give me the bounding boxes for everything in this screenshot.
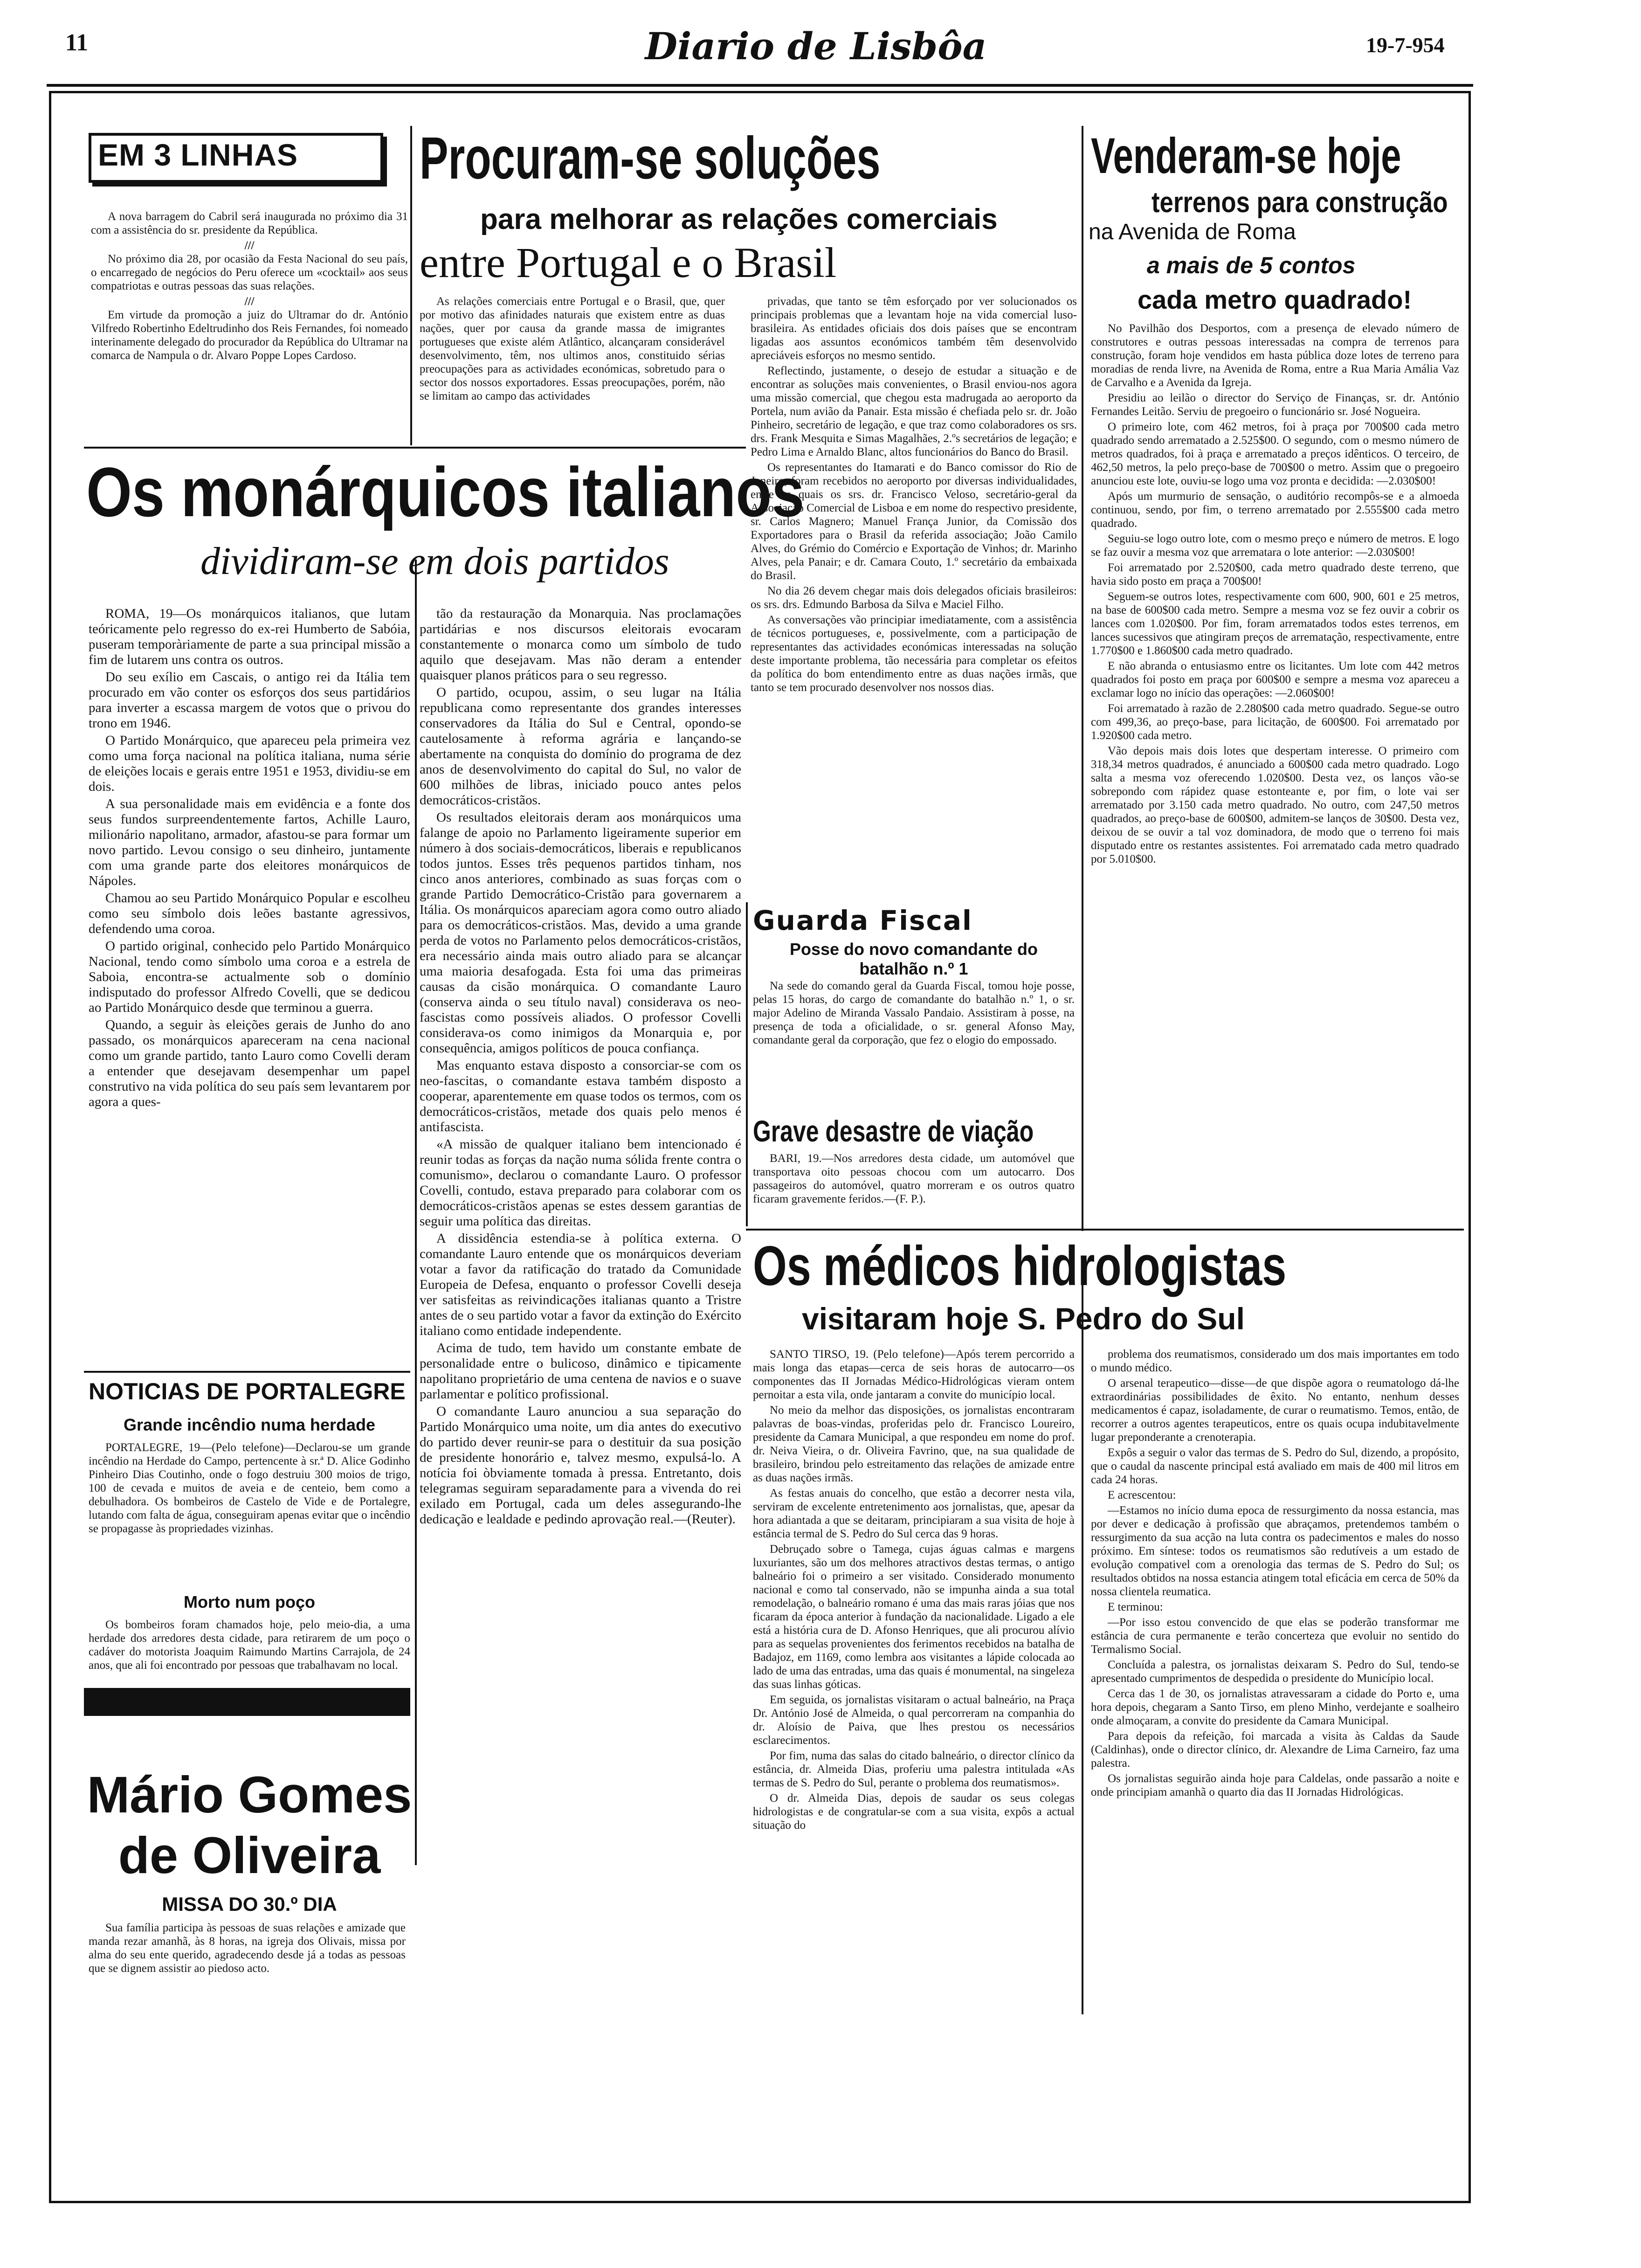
monarquicos-subhead: dividiram-se em dois partidos [200, 539, 669, 583]
brief-separator: /// [244, 295, 255, 308]
guarda-text: Na sede do comando geral da Guarda Fiscal, tomou hoje posse, pelas 15 horas, do cargo de comandante do batalhão n.º 1, o sr. major Adelino de Miranda Vassalo Pandaio. Assistiram à posse, na presença de toda a oficialidade, o sr. general Afonso May, comandante geral da corporação, que fez o elogio do empossado. [753, 980, 1075, 1046]
terrenos-sub-1: terrenos para construção [1151, 187, 1448, 219]
column-rule [415, 560, 417, 1865]
column-rule [746, 902, 748, 1226]
page-number: 11 [65, 29, 89, 56]
desastre-text: BARI, 19.—Nos arredores desta cidade, um automóvel que transportava oito pessoas chocou com um autocarro. Dos passageiros do automóvel, quatro morreram e os outros quatro ficaram gravemente feridos.—(F. P.). [753, 1152, 1075, 1205]
guarda-heading: Guarda Fiscal [753, 905, 972, 936]
guarda-sub: Posse do novo comandante do batalhão n.º 1 [789, 940, 1038, 978]
terrenos-headline: Venderam-se hoje [1091, 127, 1401, 184]
section-rule [84, 1371, 410, 1373]
medicos-headline: Os médicos hidrologistas [753, 1235, 1287, 1297]
column-rule [1082, 1268, 1083, 2014]
brasil-col-1: As relações comerciais entre Portugal e o Brasil, que, quer por motivo das afinidades naturais que existem entre as duas nações, quer por causa da grande massa de imigrantes portugueses que existe além Atlântico, alcançaram considerável desenvolvimento, têm, nos ultimos anos, constituido sérias preocupações para as actividades económicas, sobretudo para o sector dos nossos exportadores. Essas preocupações, porém, não se limitam ao campo das actividades [420, 295, 725, 402]
monarquicos-col-2: tão da restauração da Monarquia. Nas proclamações partidárias e nos discursos eleitorais evocaram constantemente o monarca como um símbolo de tudo aquilo que desejavam. Mas não deram a entender quaisquer planos práticos para o seu regresso. O partido, ocupou, assim, o seu lugar na Itália republicana como representante dos grandes interesses conservadores da Itália do Sul e Central, opondo-se cautelosamente à reforma agrária e lançando-se abertamente na conquista do domínio do programa de dez anos de desenvolvimento do capital do Sul, no valor de 600 milhões de libras, iniciado pouco antes pelos democráticos-cristãos. Os resultados eleitorais deram aos monárquicos uma falange de apoio no Parlamento ligeiramente superior em número à dos sociais-democráticos, liberais e republicanos todos juntos. Esses três pequenos partidos tinham, nos cinco anos anteriores, combinado as suas forças com o grande Partido Democrático-Cristão para governarem a Itália. Os monárquicos apareciam agora como outro aliado para os democráticos-cristãos. Mas, devido a uma grande perda de votos no Parlamento pelos democráticos-cristãos, era necessário ainda mais outro aliado para se alcançar uma maioria desafogada. Esta foi uma das primeiras causas da cisão monárquica. O comandante Lauro (conserva ainda o seu título naval) considerava os neo-fascistas como possíveis aliados. O professor Covelli considerava-os como inimigos da Monarquia e, por consequência, amigos políticos de pouca confiança. Mas enquanto estava disposto a consorciar-se com os neo-fascitas, o comandante estava também disposto a cooperar, aparentemente em quase todos os termos, com os democráticos-cristãos, metade dos quais pelo menos é antifascista. «A missão de qualquer italiano bem intencionado é reunir todas as forças da nação numa sólida frente contra o comunismo», declarou o comandante Lauro. O professor Covelli, contudo, estava preparado para colaborar com os democráticos-cristãos apenas se estes dessem garantias de seguir uma política das direitas. A dissidência estendia-se à política externa. O comandante Lauro entende que os monárquicos deveriam votar a favor da ratificação do tratado da Comunidade Europeia de Defesa, enquanto o professor Covelli deseja ver satisfeitas as reivindicações italianas quanto a Tristre antes de o seu partido votar a favor da extinção do Exército italiano como entidade independente. Acima de tudo, tem havido um constante embate de personalidade entre o bulicoso, dinâmico e tipicamente napolitano proprietário de uma centena de navios e o suave parlamentar e político profissional. O comandante Lauro anunciou a sua separação do Partido Monárquico uma noite, um dia antes do executivo do partido dever reunir-se para o destituir da sua posição de presidente honorário e, talvez mesmo, expulsá-lo. A notícia foi òbviamente tomada à pressa. Entretanto, dois telegramas seguiram separadamente para a vivenda do rei exilado em Portugal, cada um deles assegurando-lhe dedicação e lealdade e pedindo aprovação real.—(Reuter). [420, 606, 741, 1527]
monarquicos-headline: Os monárquicos italianos [86, 453, 805, 531]
brief-item: A nova barragem do Cabril será inaugurada no próximo dia 31 com a assistência do sr. presidente da República. [91, 210, 408, 236]
obituary-mass: MISSA DO 30.º DIA [162, 1893, 337, 1915]
brief-item: No próximo dia 28, por ocasião da Festa Nacional do seu país, o encarregado de negócios do Peru oferece um «cocktail» aos seus compatriotas e outras pessoas das suas relações. [91, 253, 408, 292]
brasil-subhead-2: entre Portugal e o Brasil [420, 239, 837, 286]
portalegre-sub-1: Grande incêndio numa herdade [123, 1415, 376, 1434]
masthead-rule [47, 84, 1473, 87]
section-rule [84, 447, 746, 449]
medicos-subhead: visitaram hoje S. Pedro do Sul [802, 1301, 1245, 1336]
monarquicos-col-1: ROMA, 19—Os monárquicos italianos, que lutam teóricamente pelo regresso do ex-rei Humberto de Sabóia, puseram temporàriamente de parte a sua principal missão a fim de lutarem uns contra os outros. Do seu exílio em Cascais, o antigo rei da Itália tem procurado em vão conter os esforços dos seus partidários para inverter a escassa margem de votos que o privou do trono em 1946. O Partido Monárquico, que apareceu pela primeira vez como uma força nacional na política italiana, numa série de eleições locais e gerais entre 1951 e 1953, dividiu-se em dois. A sua personalidade mais em evidência e a fonte dos seus fundos surpreendentemente fartos, Achille Lauro, milionário napolitano, armador, afastou-se para formar um novo partido. Levou consigo o seu dinheiro, juntamente com uma grande parte dos eleitores monárquicos de Nápoles. Chamou ao seu Partido Monárquico Popular e escolheu como seu símbolo dois leões bastante agressivos, defendendo uma coroa. O partido original, conhecido pelo Partido Monárquico Nacional, tendo como símbolo uma coroa e a estrela de Saboia, encontra-se actualmente sob o domínio indisputado do professor Alfredo Covelli, que se dedicou ao Partido Monárquico desde que terminou a guerra. Quando, a seguir às eleições gerais de Junho do ano passado, os monárquicos apareceram na cena nacional como um grande partido, tanto Lauro como Covelli deram a entender que desejavam desempenhar um papel construtivo na vida política do seu país sem levantarem por agora a ques- [89, 606, 410, 1109]
em-3-linhas-heading: EM 3 LINHAS [98, 138, 298, 172]
portalegre-text-1: PORTALEGRE, 19—(Pelo telefone)—Declarou-se um grande incêndio na Herdade do Campo, pertencente à sr.ª D. Alice Godinho Pinheiro Dias Coutinho, onde o fogo destruiu 300 moios de trigo, 100 de cevada e muitos de aveia e de centeio, bem como a debulhadora. Os bombeiros de Castelo de Vide e de Portalegre, lutando com falta de água, conseguiram apenas evitar que o incêndio se propagasse às propriedades vizinhas. [89, 1441, 410, 1535]
issue-date: 19-7-954 [1366, 33, 1445, 57]
obituary-name-2: de Oliveira [118, 1827, 381, 1884]
medicos-col-2: problema dos reumatismos, considerado um dos mais importantes em todo o mundo médico. O arsenal terapeutico—disse—de que dispõe agora o reumatologo dá-lhe extraordinárias possibilidades de êxito. No entanto, nenhum desses medicamentos é capaz, isoladamente, de curar o reumatismo. Temos, então, de recorrer a outros agentes terapeuticos, entre os quais ocupa indubitavelmente lugar preponderante a crenoterapia. Expôs a seguir o valor das termas de S. Pedro do Sul, dizendo, a propósito, que o caudal da nascente principal está avaliado em mais de 400 mil litros em cada 24 horas. E acrescentou: —Estamos no início duma epoca de ressurgimento da nossa estancia, mas por dever e dedicação à profissão que abraçamos, pretendemos também o ressurgimento da sua acção na luta contra os padecimentos e males do nosso próximo. Em síntese: todos os reumatismos são redutíveis a um estado de evolução compativel com a orenologia das termas de S. Pedro do Sul; os resultados obtidos na nossa estancia atingem total eficácia em cerca de 50% da nossa clientela reumatica. E terminou: —Por isso estou convencido de que elas se poderão transformar me estância de cura permanente e terão concerteza que evoluir no sentido do Termalismo Social. Concluída a palestra, os jornalistas deixaram S. Pedro do Sul, tendo-se apresentado cumprimentos de despedida o presidente do Município local. Cerca das 1 de 30, os jornalistas atravessaram a cidade do Porto e, uma hora depois, chegaram a Santo Tirso, em pleno Minho, verdejante e soalheiro onde almoçaram, a convite do presidente da Camara Municipal. Para depois da refeição, foi marcada a visita às Caldas da Saude (Caldinhas), onde o director clínico, dr. Alexandre de Lima Carneiro, faz uma palestra. Os jornalistas seguirão ainda hoje para Caldelas, onde passarão a noite e onde principiam amanhã o quarto dia das II Jornadas Hidrológicas. [1091, 1348, 1459, 1798]
medicos-col-1: SANTO TIRSO, 19. (Pelo telefone)—Após terem percorrido a mais longa das etapas—cerca de seis horas de autocarro—os componentes das II Jornadas Médico-Hidrológicas vieram ontem pernoitar a esta vila, onde jantaram a convite do município local. No meio da melhor das disposições, os jornalistas encontraram palavras de boas-vindas, proferidas pelo dr. Francisco Loureiro, presidente da Camara Municipal, a que respondeu em nome do prof. dr. Neiva Vieira, o dr. Oliveira Favrino, que, na sua qualidade de brasileiro, brindou pelo estreitamento das relações de amizade entre as duas nações irmãs. As festas anuais do concelho, que estão a decorrer nesta vila, serviram de excelente entretenimento aos jornalistas, que, apesar da hora adiantada a que se deitaram, principiaram a sua visita de hoje à estância termal de S. Pedro do Sul cerca das 9 horas. Debruçado sobre o Tamega, cujas águas calmas e margens luxuriantes, são um dos melhores atractivos destas termas, o antigo balneário foi o primeiro a ser visitado. Considerado monumento nacional e como tal conservado, não se impunha ainda a sua total remodelação, o balneário romano é uma das mais raras jóias que nos ficaram da época anterior à fundação da nacionalidade. Ligado a ele está a história cura de D. Afonso Henriques, que ali procurou alívio para as sequelas provenientes dos ferimentos recebidos na batalha de Badajoz, em 1169, como lembra aos visitantes a lápide colocada ao lado de uma das entradas, uma das quais é monumental, na singeleza das suas linhas góticas. Em seguida, os jornalistas visitaram o actual balneário, na Praça Dr. António José de Almeida, o qual percorreram na companhia do dr. Aloísio de Paiva, que lhes prestou os necessários esclarecimentos. Por fim, numa das salas do citado balneário, o director clínico da estância, dr. Almeida Dias, proferiu uma palestra intitulada «As termas de S. Pedro do Sul, perante o problema dos reumatismos». O dr. Almeida Dias, depois de saudar os seus colegas hidrologistas e de congratular-se com a sua visita, expôs a actual situação do [753, 1348, 1075, 1832]
brief-item: Em virtude da promoção a juiz do Ultramar do dr. António Vilfredo Robertinho Edeltrudinho dos Reis Fernandes, foi nomeado interinamente delegado do procurador da República do Ultramar na comarca de Nampula o dr. Alvaro Poppe Lopes Cardoso. [91, 309, 408, 362]
column-rule [1082, 126, 1083, 1231]
portalegre-text-2: Os bombeiros foram chamados hoje, pelo meio-dia, a uma herdade dos arredores desta cidade, para retirarem de um poço o cadáver do motorista Joaquim Raimundo Martins Carrajola, de 24 anos, que ali foi encontrado por pessoas que trabalhavam no local. [89, 1618, 410, 1672]
brasil-col-2: privadas, que tanto se têm esforçado por ver solucionados os principais problemas que a levantam hoje na vida comercial luso-brasileira. As entidades oficiais dos dois países que se encontram ligadas aos assuntos económicos também têm desenvolvido apreciáveis esforços no mesmo sentido. Reflectindo, justamente, o desejo de estudar a situação e de encontrar as soluções mais convenientes, o Brasil enviou-nos agora uma missão comercial, que chegou esta madrugada ao aeroporto da Portela, num avião da Panair. Esta missão é chefiada pelo sr. dr. João Pinheiro, secretário de legação, e que traz como colaboradores os srs. drs. Frank Mesquita e Simas Magalhães, 2.ºs secretários de legação; e Pedro Lima e Arnaldo Blanc, altos funcionários do Banco do Brasil. Os representantes do Itamarati e do Banco comissor do Rio de Janeiro, foram recebidos no aeroporto por diversas individualidades, entre as quais os srs. dr. Francisco Veloso, secretário-geral da Associação Comercial de Lisboa e em nome do respectivo presidente, sr. Carlos Magnero; Manuel França Junior, da Comissão dos Exportadores para o Brasil da referida associação; João Camilo Alves, do Grémio do Comércio e Exportação de Vinhos; dr. Marinho Alves, pela Panair; e dr. Camara Couto, 1.º secretário da embaixada do Brasil. No dia 26 devem chegar mais dois delegados oficiais brasileiros: os srs. drs. Edmundo Barbosa da Silva e Maciel Filho. As conversações vão principiar imediatamente, com a assistência de técnicos portugueses, e, possivelmente, com a participação de representantes das actividades económicas interessadas na solução deste importante problema, tão necessária para completar os efeitos da política do bom entendimento entre as duas nações irmãs, que tanto se tem procurado desenvolver nos nossos dias. [751, 295, 1077, 694]
section-rule [746, 1229, 1464, 1231]
obituary-name-1: Mário Gomes [87, 1766, 412, 1824]
column-rule [410, 126, 412, 445]
portalegre-heading: NOTICIAS DE PORTALEGRE [89, 1378, 406, 1404]
terrenos-sub-4: cada metro quadrado! [1138, 285, 1412, 314]
brasil-subhead-1: para melhorar as relações comerciais [480, 203, 998, 235]
masthead-title: Diario de Lisbôa [645, 24, 987, 68]
em-3-linhas-body [91, 210, 408, 364]
brief-separator: /// [244, 239, 255, 252]
brasil-headline: Procuram-se soluções [420, 125, 881, 192]
portalegre-sub-2: Morto num poço [184, 1592, 315, 1611]
terrenos-sub-3: a mais de 5 contos [1147, 252, 1356, 278]
terrenos-sub-2: na Avenida de Roma [1089, 220, 1296, 244]
obituary-text: Sua família participa às pessoas de suas relações e amizade que manda rezar amanhã, às 8 horas, na igreja dos Olivais, missa por alma do seu ente querido, agradecendo desde já a todas as pessoas que se dignem assistir ao piedoso acto. [89, 1922, 406, 1975]
terrenos-body: No Pavilhão dos Desportos, com a presença de elevado número de construtores e outras pessoas interessadas na compra de terrenos para construção, foram hoje vendidos em hasta pública doze lotes de terreno para moradias de renda livre, na Avenida de Roma, entre a Rua Maria Amália Vaz de Carvalho e a Avenida da Igreja. Presidiu ao leilão o director do Serviço de Finanças, sr. dr. António Fernandes Leitão. Serviu de pregoeiro o funcionário sr. José Nogueira. O primeiro lote, com 462 metros, foi à praça por 700$00 cada metro quadrado sendo arrematado a 2.525$00. O segundo, com o mesmo número de metros quadrados, foi à praça e arrematado a preços idênticos. O terceiro, de 462,50 metros, la pelo preço-base de 700$00 o metro. Assim que o pregoeiro anunciou este lote, ouviu-se logo uma voz pronta e decidida: —2.030$00! Após um murmurio de sensação, o auditório recompôs-se e a almoeda continuou, sendo, por fim, o terreno arrematado por 2.555$00 cada metro quadrado. Seguiu-se logo outro lote, com o mesmo preço e número de metros. E logo se faz ouvir a mesma voz que arrematara o lote anterior: —2.030$00! Foi arrematado por 2.520$00, cada metro quadrado deste terreno, que havia sido posto em praça a 700$00! Seguem-se outros lotes, respectivamente com 600, 900, 601 e 25 metros, na base de 600$00 cada metro. Sempre a mesma voz se fez ouvir a cobrir os lances com 1.020$00. Por fim, foram arrematados todos estes terrenos, em lances sucessivos que atingiram preços de arrematação, respectivamente, entre 1.770$00 e 1.860$00 cada metro quadrado. E não abranda o entusiasmo entre os licitantes. Um lote com 442 metros quadrados foi posto em praça por 600$00 e sempre a mesma voz apareceu a exclamar logo no início das operações: —2.060$00! Foi arrematado à razão de 2.280$00 cada metro quadrado. Segue-se outro com 499,36, ao preço-base, para licitação, de 600$00. Foi arrematado por 1.920$00 cada metro. Vão depois mais dois lotes que despertam interesse. O primeiro com 318,34 metros quadrados, é anunciado a 600$00 cada metro quadrado. Logo salta a mesma voz oferecendo 1.020$00. Desta vez, os lanços vão-se sobrepondo com rápidez quase estonteante e, por fim, o lote vai ser arrematado por 3.150 cada metro quadrado. No outro, com 247,50 metros quadrados, ao preço-base de 600$00, admitem-se lanços de 30$00. Desta vez, deixou de se ouvir a tal voz dominadora, de modo que o terreno foi mais disputado entre os restantes assistentes. Foi arrematado cada metro quadrado por 5.010$00. [1091, 322, 1459, 865]
desastre-heading: Grave desastre de viação [753, 1114, 1034, 1148]
section-rule [84, 1688, 410, 1716]
